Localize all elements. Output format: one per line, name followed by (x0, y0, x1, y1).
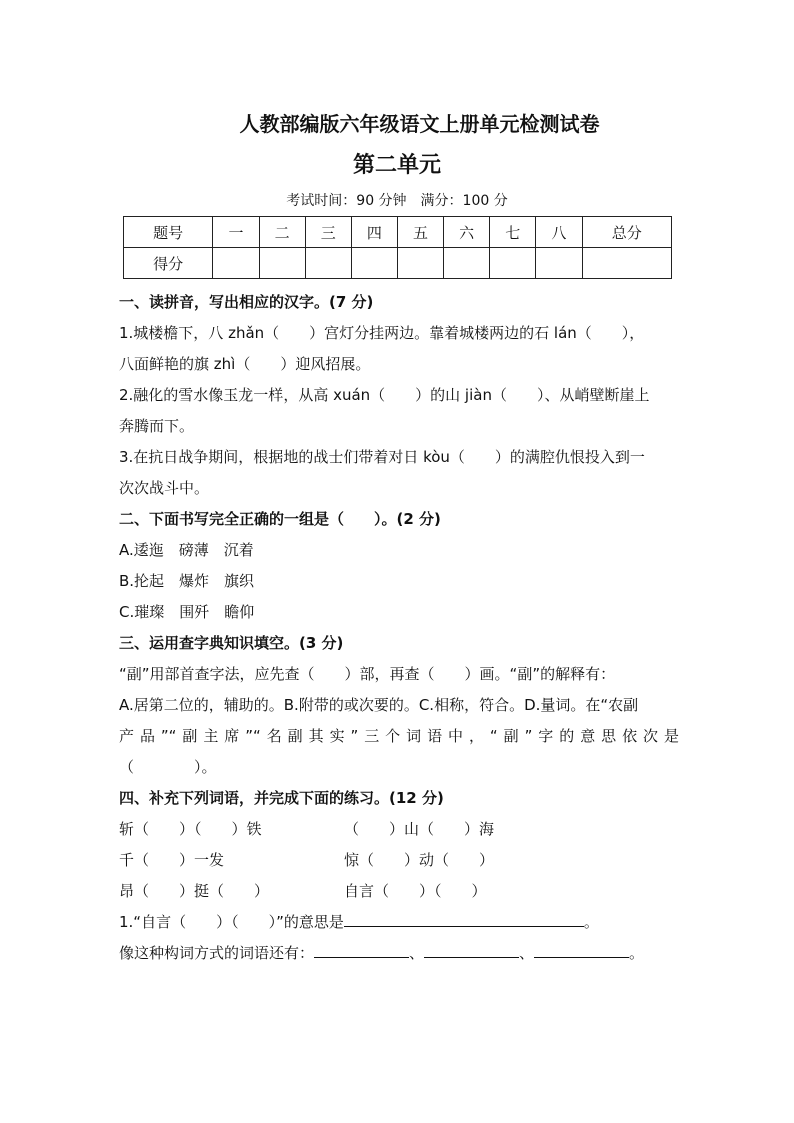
idiom-row (119, 876, 679, 907)
score-input-cell[interactable] (444, 248, 490, 279)
idiom-item: 斩（ ）（ ）铁 (119, 820, 262, 838)
idiom-item: 千（ ）一发 (119, 851, 225, 869)
blank-separator: 、 (519, 944, 535, 962)
score-table (123, 216, 672, 279)
score-input-cell[interactable] (582, 248, 672, 279)
question-2-end: 。 (629, 944, 645, 962)
idiom-item: （ ）山（ ）海 (344, 820, 495, 838)
score-header-cell: 八 (536, 217, 582, 248)
blank-separator: 、 (409, 944, 425, 962)
section-3-line: “副”用部首查字法，应先查（ ）部，再查（ ）画。“副”的解释有： (119, 665, 616, 683)
section-1-line: 3.在抗日战争期间，根据地的战士们带着对日 kòu（ ）的满腔仇恨投入到一 (119, 448, 645, 466)
idiom-row (119, 845, 679, 876)
score-header-cell: 题号 (124, 217, 213, 248)
section-3-line: 产品”“副主席”“名副其实”三个词语中，“副”字的意思依次是 (119, 727, 679, 745)
section-1-line: 奔腾而下。 (119, 417, 195, 435)
option-c: C.璀璨 围歼 瞻仰 (119, 603, 255, 621)
answer-blank[interactable] (314, 939, 409, 958)
exam-content (119, 287, 679, 969)
score-input-cell[interactable] (305, 248, 351, 279)
section-1-line: 1.城楼檐下，八 zhǎn（ ）宫灯分挂两边。靠着城楼两边的石 lán（ ）， (119, 324, 645, 342)
answer-blank[interactable] (424, 939, 519, 958)
answer-blank[interactable] (534, 939, 629, 958)
idiom-item: 惊（ ）动（ ） (344, 851, 495, 869)
score-header-cell: 七 (490, 217, 536, 248)
score-header-cell: 一 (213, 217, 259, 248)
score-input-cell[interactable] (351, 248, 397, 279)
score-input-cell[interactable] (259, 248, 305, 279)
section-3-line: （ ）。 (119, 758, 217, 776)
question-1-text: 1.“自言（ ）（ ）”的意思是 (119, 913, 344, 931)
score-row-label: 得分 (124, 248, 213, 279)
option-a: A.逶迤 磅薄 沉着 (119, 541, 254, 559)
section-1-line: 次次战斗中。 (119, 479, 210, 497)
score-header-cell: 五 (397, 217, 443, 248)
question-1-end: 。 (583, 913, 599, 931)
question-2-text: 像这种构词方式的词语还有： (119, 944, 315, 962)
score-table-score-row (124, 248, 672, 279)
idiom-item: 自言（ ）（ ） (344, 882, 487, 900)
score-input-cell[interactable] (397, 248, 443, 279)
section-4-heading: 四、补充下列词语，并完成下面的练习。(12 分) (119, 789, 444, 807)
page-title: 人教部编版六年级语文上册单元检测试卷 (239, 112, 600, 136)
section-3-heading: 三、运用查字典知识填空。(3 分) (119, 634, 344, 652)
answer-blank[interactable] (344, 908, 584, 927)
unit-subtitle: 第二单元 (352, 152, 441, 178)
section-1-heading: 一、读拼音，写出相应的汉字。(7 分) (119, 293, 374, 311)
score-header-cell: 六 (444, 217, 490, 248)
question-1-line (119, 907, 679, 938)
score-header-cell: 总分 (582, 217, 672, 248)
score-header-cell: 四 (351, 217, 397, 248)
section-1-line: 八面鲜艳的旗 zhì（ ）迎风招展。 (119, 355, 371, 373)
score-header-cell: 二 (259, 217, 305, 248)
option-b: B.抡起 爆炸 旗织 (119, 572, 255, 590)
idiom-item: 昂（ ）挺（ ） (119, 882, 270, 900)
section-1-line: 2.融化的雪水像玉龙一样，从高 xuán（ ）的山 jiàn（ ）、从峭壁断崖上 (119, 386, 650, 404)
score-input-cell[interactable] (536, 248, 582, 279)
score-input-cell[interactable] (213, 248, 259, 279)
score-table-header-row (124, 217, 672, 248)
exam-meta: 考试时间：90 分钟 满分：100 分 (286, 193, 508, 209)
score-header-cell: 三 (305, 217, 351, 248)
question-2-line (119, 938, 679, 969)
score-input-cell[interactable] (490, 248, 536, 279)
idiom-row (119, 814, 679, 845)
section-3-line: A.居第二位的，辅助的。B.附带的或次要的。C.相称，符合。D.量词。在“农副 (119, 696, 639, 714)
section-2-heading: 二、下面书写完全正确的一组是（ ）。(2 分) (119, 510, 441, 528)
